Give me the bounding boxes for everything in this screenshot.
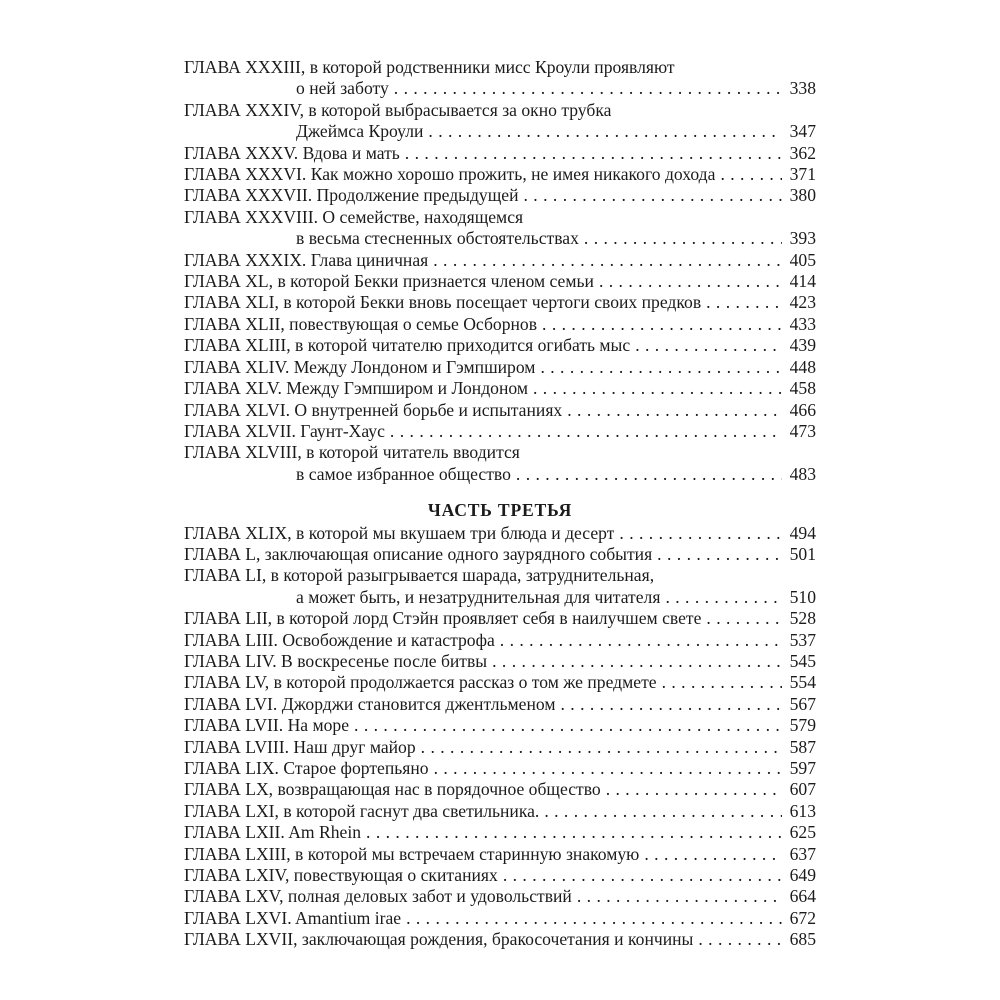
page-number: 672: [789, 907, 816, 928]
page-number: 637: [789, 843, 816, 864]
toc-entry-line: [184, 801, 816, 822]
toc-entry-line: [184, 464, 816, 485]
entry-title: ГЛАВА XLV. Между Гэмпширом и Лондоном: [184, 378, 528, 399]
toc-entry-line: [184, 250, 816, 271]
entry-title: ГЛАВА XXXVII. Продолжение предыдущей: [184, 185, 519, 206]
toc-entry: [184, 630, 816, 651]
toc-entry: [184, 672, 816, 693]
toc-entry: [184, 801, 816, 822]
entry-title: ГЛАВА LXIII, в которой мы встречаем старинную знакомую: [184, 843, 640, 864]
entry-title: ГЛАВА LXVII, заключающая рождения, бракосочетания и кончины: [184, 929, 694, 950]
dot-leader: [706, 292, 782, 313]
page-number: 414: [789, 271, 816, 292]
page-number: 371: [789, 164, 816, 185]
dot-leader: [665, 587, 782, 608]
toc-entry: [184, 421, 816, 442]
toc-entry-line: [184, 442, 816, 463]
toc-entry-line: [184, 421, 816, 442]
entry-title: ГЛАВА LXVI. Amantium irae: [184, 907, 402, 928]
dot-leader: [577, 886, 782, 907]
toc-entry: [184, 57, 816, 100]
entry-title: ГЛАВА XLIX, в которой мы вкушаем три блюда и десерт: [184, 522, 615, 543]
entry-title: Джеймса Кроули: [296, 121, 424, 142]
toc-entry-line: [184, 78, 816, 99]
entry-title: о ней заботу: [296, 78, 389, 99]
entry-title: ГЛАВА LIV. В воскресенье после битвы: [184, 650, 488, 671]
dot-leader: [516, 464, 782, 485]
toc-entry: [184, 400, 816, 421]
dot-leader: [599, 271, 782, 292]
dot-leader: [524, 185, 783, 206]
page-number: 664: [789, 886, 816, 907]
page-number: 613: [789, 800, 816, 821]
toc-entry: [184, 865, 816, 886]
toc-entry-line: [184, 651, 816, 672]
entry-title: ГЛАВА LII, в которой лорд Стэйн проявляет себя в наилучшем свете: [184, 608, 702, 629]
entry-title: ГЛАВА LIII. Освобождение и катастрофа: [184, 629, 495, 650]
dot-leader: [405, 143, 782, 164]
dot-leader: [720, 164, 782, 185]
toc-entry: [184, 143, 816, 164]
page-number: 405: [789, 249, 816, 270]
page-number: 473: [789, 420, 816, 441]
entry-title: ГЛАВА LXV, полная деловых забот и удовольствий: [184, 886, 572, 907]
page-number: 537: [789, 629, 816, 650]
toc-entry-line: [184, 143, 816, 164]
toc-entry: [184, 271, 816, 292]
dot-leader: [394, 78, 782, 99]
toc-entry-line: [184, 523, 816, 544]
page-number: 439: [789, 335, 816, 356]
entry-title: ГЛАВА LXI, в которой гаснут два светильника.: [184, 800, 540, 821]
toc-entry-line: [184, 292, 816, 313]
toc-entry: [184, 442, 816, 485]
entry-title: в весьма стесненных обстоятельствах: [296, 228, 579, 249]
toc-entry: [184, 164, 816, 185]
dot-leader: [390, 421, 782, 442]
page-number: 494: [789, 522, 816, 543]
dot-leader: [500, 630, 782, 651]
dot-leader: [706, 608, 782, 629]
toc-entry-line: [184, 908, 816, 929]
toc-entry-line: [184, 779, 816, 800]
toc-section: [184, 500, 816, 951]
toc-entry-line: [184, 57, 816, 78]
entry-title: ГЛАВА XLVI. О внутренней борьбе и испытаниях: [184, 399, 563, 420]
table-of-contents: [184, 0, 816, 951]
toc-entry: [184, 844, 816, 865]
page-number: 380: [789, 185, 816, 206]
dot-leader: [434, 758, 782, 779]
entry-title: ГЛАВА XXXIV, в которой выбрасывается за окно трубка: [184, 99, 612, 120]
toc-entry: [184, 737, 816, 758]
entry-title: ГЛАВА XL, в которой Бекки признается членом семьи: [184, 271, 594, 292]
page-number: 362: [789, 142, 816, 163]
toc-entry-line: [184, 630, 816, 651]
toc-entry-line: [184, 886, 816, 907]
entry-title: ГЛАВА LIX. Старое фортепьяно: [184, 758, 429, 778]
entry-title: ГЛАВА XLVIII, в которой читатель вводится: [184, 442, 520, 463]
toc-entry-line: [184, 207, 816, 228]
toc-entry-line: [184, 400, 816, 421]
entry-title: ГЛАВА LV, в которой продолжается рассказ о том же предмете: [184, 672, 657, 693]
dot-leader: [662, 672, 782, 693]
toc-entry-line: [184, 544, 816, 565]
page-number: 649: [789, 865, 816, 886]
toc-entry-line: [184, 737, 816, 758]
entry-title: ГЛАВА XXXIII, в которой родственники мисс Кроули проявляют: [184, 57, 675, 77]
toc-entry-line: [184, 164, 816, 185]
page-number: 483: [789, 463, 816, 484]
dot-leader: [635, 335, 782, 356]
toc-entry-line: [184, 314, 816, 335]
toc-entry-line: [184, 758, 816, 779]
page-number: 545: [789, 650, 816, 671]
dot-leader: [542, 314, 782, 335]
toc-entry: [184, 758, 816, 779]
page-number: 338: [789, 78, 816, 99]
toc-entry: [184, 314, 816, 335]
page-number: 510: [789, 586, 816, 607]
page-number: 347: [789, 121, 816, 142]
dot-leader: [492, 651, 782, 672]
entry-title: ГЛАВА LVI. Джорджи становится джентльменом: [184, 693, 556, 714]
page-number: 685: [789, 929, 816, 950]
page-number: 597: [789, 758, 816, 778]
dot-leader: [433, 250, 782, 271]
toc-entry: [184, 694, 816, 715]
dot-leader: [606, 779, 782, 800]
toc-entry-line: [184, 335, 816, 356]
toc-entry: [184, 292, 816, 313]
toc-entry-line: [184, 357, 816, 378]
toc-entry-line: [184, 822, 816, 843]
entry-title: ГЛАВА XXXVIII. О семействе, находящемся: [184, 206, 524, 227]
page-number: 393: [789, 228, 816, 249]
toc-entry-line: [184, 100, 816, 121]
page-number: 587: [789, 736, 816, 757]
dot-leader: [560, 694, 782, 715]
toc-entry: [184, 207, 816, 250]
entry-title: ГЛАВА XXXVI. Как можно хорошо прожить, не имея никакого дохода: [184, 164, 716, 185]
toc-entry: [184, 608, 816, 629]
dot-leader: [644, 844, 782, 865]
toc-entry: [184, 185, 816, 206]
entry-title: ГЛАВА LI, в которой разыгрывается шарада, затруднительная,: [184, 565, 655, 586]
entry-title: ГЛАВА LXII. Am Rhein: [184, 822, 362, 843]
toc-entry: [184, 565, 816, 608]
section-heading: ЧАСТЬ ТРЕТЬЯ: [427, 500, 573, 521]
entry-title: ГЛАВА L, заключающая описание одного заурядного события: [184, 543, 653, 564]
toc-entry: [184, 929, 816, 950]
entry-title: ГЛАВА LVIII. Наш друг майор: [184, 736, 416, 757]
dot-leader: [698, 929, 782, 950]
page-number: 501: [789, 543, 816, 564]
toc-entry-line: [184, 228, 816, 249]
toc-entry-line: [184, 715, 816, 736]
toc-entry-line: [184, 271, 816, 292]
page-number: 607: [789, 779, 816, 800]
page-number: 466: [789, 399, 816, 420]
toc-entry: [184, 250, 816, 271]
dot-leader: [619, 523, 782, 544]
entry-title: ГЛАВА XLII, повествующая о семье Осборнов: [184, 313, 538, 334]
entry-title: ГЛАВА LX, возвращающая нас в порядочное общество: [184, 779, 601, 800]
toc-entry-line: [184, 565, 816, 586]
toc-entry-line: [184, 672, 816, 693]
page-number: 625: [789, 822, 816, 843]
dot-leader: [533, 378, 782, 399]
entry-title: ГЛАВА XXXIX. Глава циничная: [184, 249, 429, 270]
dot-leader: [540, 357, 782, 378]
entry-title: ГЛАВА XLVII. Гаунт-Хаус: [184, 420, 385, 441]
entry-title: ГЛАВА XLIII, в которой читателю приходится огибать мыс: [184, 335, 631, 356]
toc-entry-line: [184, 844, 816, 865]
entry-title: ГЛАВА XLIV. Между Лондоном и Гэмпширом: [184, 356, 536, 377]
dot-leader: [428, 121, 782, 142]
page-number: 579: [789, 715, 816, 736]
dot-leader: [657, 544, 782, 565]
toc-entry: [184, 822, 816, 843]
toc-entry: [184, 715, 816, 736]
entry-title: в самое избранное общество: [296, 463, 511, 484]
toc-entry: [184, 886, 816, 907]
toc-entry-line: [184, 608, 816, 629]
toc-entry: [184, 908, 816, 929]
entry-title: ГЛАВА LVII. На море: [184, 715, 350, 736]
toc-entry: [184, 378, 816, 399]
toc-entry-line: [184, 185, 816, 206]
dot-leader: [567, 400, 782, 421]
toc-entry: [184, 523, 816, 544]
entry-title: ГЛАВА XLI, в которой Бекки вновь посещает чертоги своих предков: [184, 292, 702, 313]
toc-entry: [184, 779, 816, 800]
dot-leader: [406, 908, 782, 929]
entry-title: а может быть, и незатруднительная для читателя: [296, 586, 661, 607]
page-number: 448: [789, 356, 816, 377]
page-number: 423: [789, 292, 816, 313]
page-number: 458: [789, 378, 816, 399]
toc-entry-line: [184, 694, 816, 715]
toc-entry: [184, 100, 816, 143]
toc-entry-line: [184, 865, 816, 886]
dot-leader: [584, 228, 782, 249]
toc-section: [184, 57, 816, 485]
page-number: 554: [789, 672, 816, 693]
toc-entry-line: [184, 587, 816, 608]
toc-entry-line: [184, 121, 816, 142]
dot-leader: [366, 822, 782, 843]
toc-entry: [184, 544, 816, 565]
toc-entry-line: [184, 378, 816, 399]
dot-leader: [421, 737, 782, 758]
dot-leader: [503, 865, 782, 886]
toc-entry: [184, 335, 816, 356]
entry-title: ГЛАВА LXIV, повествующая о скитаниях: [184, 865, 498, 886]
dot-leader: [544, 801, 782, 822]
page-number: 528: [789, 608, 816, 629]
toc-entry: [184, 651, 816, 672]
page-number: 433: [789, 313, 816, 334]
toc-entry-line: [184, 929, 816, 950]
toc-entry: [184, 357, 816, 378]
dot-leader: [354, 715, 782, 736]
entry-title: ГЛАВА XXXV. Вдова и мать: [184, 142, 400, 163]
page-number: 567: [789, 693, 816, 714]
